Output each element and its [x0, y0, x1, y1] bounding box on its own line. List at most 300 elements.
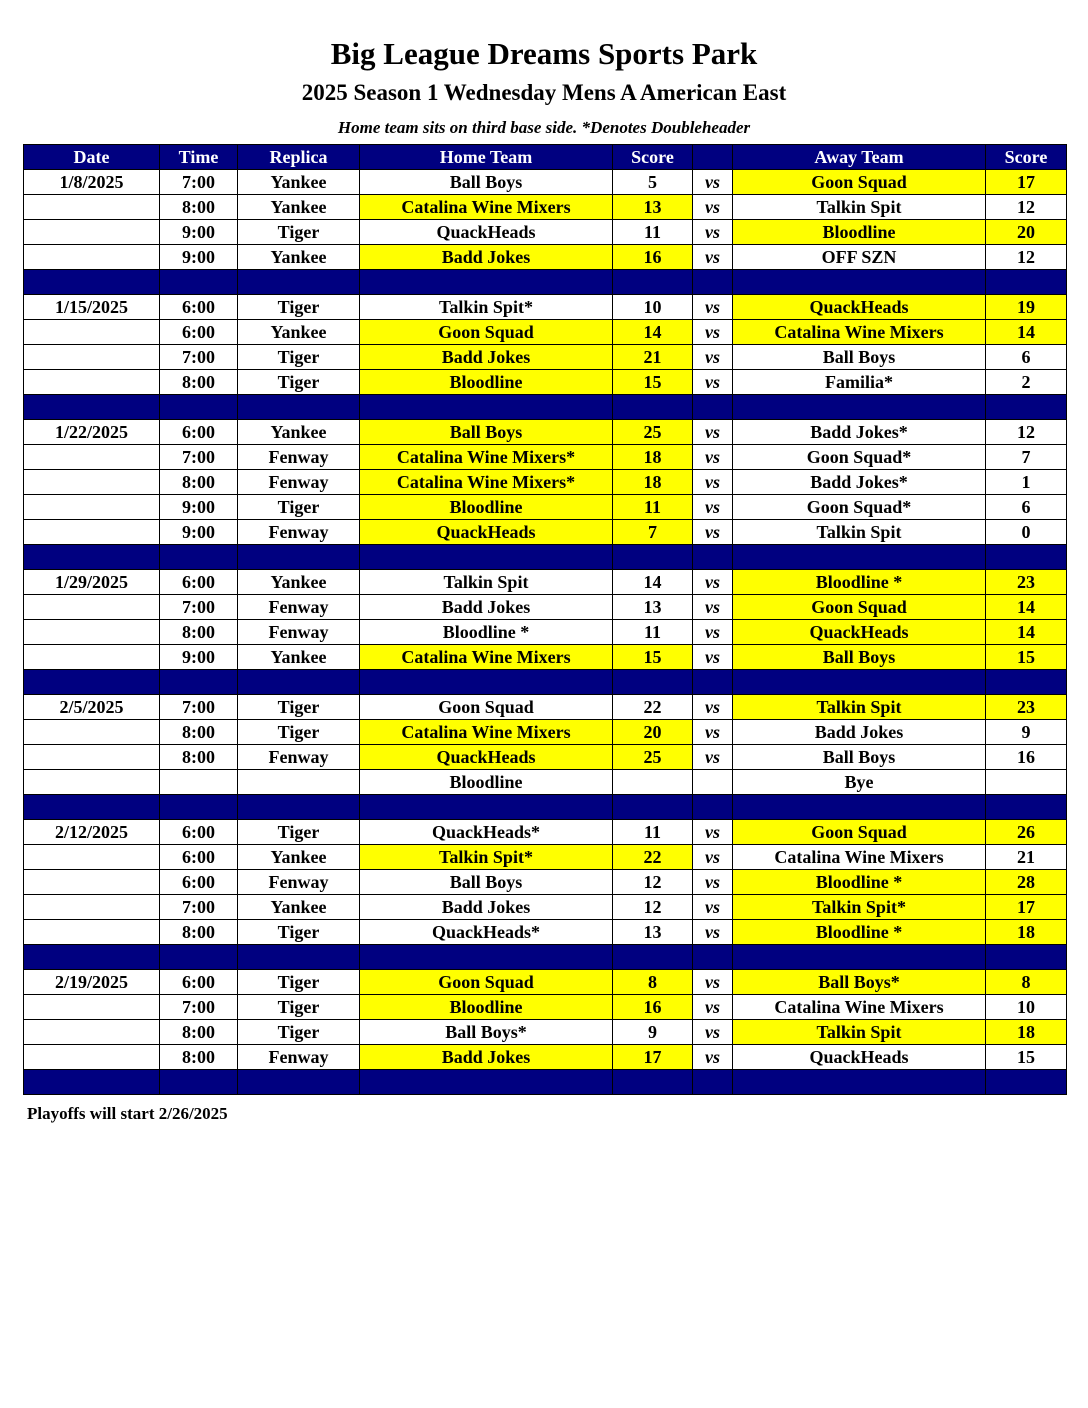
away-team-cell: Goon Squad — [733, 170, 986, 195]
game-row — [24, 345, 1067, 370]
week-separator-row — [24, 1070, 1067, 1095]
time-cell: 8:00 — [160, 1020, 238, 1045]
away-score-cell: 15 — [986, 645, 1067, 670]
home-score-cell: 16 — [613, 245, 693, 270]
home-score-cell: 9 — [613, 1020, 693, 1045]
separator-cell — [360, 670, 613, 695]
away-team-cell: Talkin Spit — [733, 195, 986, 220]
away-score-cell: 18 — [986, 920, 1067, 945]
vs-cell: vs — [693, 1020, 733, 1045]
away-score-cell: 2 — [986, 370, 1067, 395]
date-cell — [24, 870, 160, 895]
vs-cell: vs — [693, 595, 733, 620]
separator-cell — [160, 795, 238, 820]
date-cell — [24, 320, 160, 345]
replica-field-cell: Tiger — [238, 720, 360, 745]
game-row — [24, 195, 1067, 220]
home-team-cell: Talkin Spit — [360, 570, 613, 595]
replica-field-cell: Fenway — [238, 870, 360, 895]
time-cell: 8:00 — [160, 195, 238, 220]
home-team-cell: Talkin Spit* — [360, 295, 613, 320]
home-score-cell: 10 — [613, 295, 693, 320]
replica-field-cell: Tiger — [238, 970, 360, 995]
away-score-cell: 12 — [986, 245, 1067, 270]
away-score-cell: 12 — [986, 420, 1067, 445]
date-cell: 1/8/2025 — [24, 170, 160, 195]
game-row — [24, 370, 1067, 395]
date-cell — [24, 895, 160, 920]
away-score-cell: 18 — [986, 1020, 1067, 1045]
header-row — [24, 145, 1067, 170]
schedule-table — [23, 144, 1067, 1095]
separator-cell — [986, 1070, 1067, 1095]
week-separator-row — [24, 545, 1067, 570]
away-team-cell: Bloodline — [733, 220, 986, 245]
time-cell: 7:00 — [160, 895, 238, 920]
separator-cell — [238, 945, 360, 970]
home-score-cell: 18 — [613, 445, 693, 470]
page-subtitle: 2025 Season 1 Wednesday Mens A American East — [301, 80, 787, 105]
away-team-cell: Ball Boys — [733, 645, 986, 670]
date-cell — [24, 745, 160, 770]
away-team-cell: Goon Squad — [733, 820, 986, 845]
time-cell: 8:00 — [160, 470, 238, 495]
home-team-cell: Bloodline — [360, 770, 613, 795]
away-team-cell: Badd Jokes — [733, 720, 986, 745]
away-score-cell: 10 — [986, 995, 1067, 1020]
home-score-cell: 14 — [613, 320, 693, 345]
home-team-cell: Goon Squad — [360, 970, 613, 995]
replica-field-cell: Fenway — [238, 445, 360, 470]
game-row — [24, 320, 1067, 345]
time-cell: 9:00 — [160, 245, 238, 270]
home-score-cell: 13 — [613, 195, 693, 220]
home-team-cell: QuackHeads — [360, 520, 613, 545]
home-team-cell: Bloodline — [360, 995, 613, 1020]
home-team-cell: Bloodline — [360, 495, 613, 520]
home-team-cell: Bloodline * — [360, 620, 613, 645]
home-score-cell: 11 — [613, 220, 693, 245]
home-team-cell: Ball Boys — [360, 170, 613, 195]
replica-field-cell: Yankee — [238, 845, 360, 870]
game-row — [24, 920, 1067, 945]
away-score-cell: 26 — [986, 820, 1067, 845]
separator-cell — [986, 395, 1067, 420]
home-team-cell: QuackHeads* — [360, 920, 613, 945]
home-score-cell: 12 — [613, 895, 693, 920]
time-cell: 8:00 — [160, 920, 238, 945]
separator-cell — [986, 545, 1067, 570]
col-header-vs — [693, 145, 733, 170]
separator-cell — [24, 270, 160, 295]
away-score-cell: 14 — [986, 620, 1067, 645]
replica-field-cell: Yankee — [238, 420, 360, 445]
vs-cell: vs — [693, 920, 733, 945]
home-team-cell: QuackHeads — [360, 745, 613, 770]
col-header-away-team: Away Team — [733, 145, 986, 170]
separator-cell — [693, 670, 733, 695]
away-score-cell: 20 — [986, 220, 1067, 245]
home-score-cell: 8 — [613, 970, 693, 995]
home-score-cell: 11 — [613, 820, 693, 845]
away-score-cell: 6 — [986, 345, 1067, 370]
away-score-cell: 23 — [986, 570, 1067, 595]
separator-cell — [693, 945, 733, 970]
away-team-cell: Bye — [733, 770, 986, 795]
date-cell — [24, 595, 160, 620]
vs-cell: vs — [693, 1045, 733, 1070]
home-team-cell: Catalina Wine Mixers — [360, 195, 613, 220]
time-cell: 6:00 — [160, 295, 238, 320]
home-team-cell: Badd Jokes — [360, 595, 613, 620]
vs-cell: vs — [693, 695, 733, 720]
home-team-cell: Badd Jokes — [360, 345, 613, 370]
separator-cell — [238, 270, 360, 295]
separator-cell — [160, 670, 238, 695]
date-cell — [24, 845, 160, 870]
time-cell: 7:00 — [160, 170, 238, 195]
vs-cell: vs — [693, 495, 733, 520]
replica-field-cell: Yankee — [238, 645, 360, 670]
separator-cell — [160, 270, 238, 295]
away-team-cell: Catalina Wine Mixers — [733, 995, 986, 1020]
away-score-cell: 14 — [986, 595, 1067, 620]
away-team-cell: Talkin Spit — [733, 695, 986, 720]
separator-cell — [733, 795, 986, 820]
separator-cell — [160, 1070, 238, 1095]
time-cell: 8:00 — [160, 720, 238, 745]
vs-cell: vs — [693, 845, 733, 870]
separator-cell — [733, 395, 986, 420]
game-row — [24, 770, 1067, 795]
home-score-cell: 16 — [613, 995, 693, 1020]
vs-cell: vs — [693, 295, 733, 320]
separator-cell — [24, 545, 160, 570]
vs-cell: vs — [693, 645, 733, 670]
away-team-cell: Badd Jokes* — [733, 470, 986, 495]
page-title: Big League Dreams Sports Park — [330, 36, 758, 71]
game-row — [24, 1045, 1067, 1070]
separator-cell — [613, 795, 693, 820]
time-cell: 6:00 — [160, 820, 238, 845]
game-row — [24, 845, 1067, 870]
home-team-cell: Badd Jokes — [360, 1045, 613, 1070]
home-score-cell: 5 — [613, 170, 693, 195]
replica-field-cell: Tiger — [238, 295, 360, 320]
game-row — [24, 645, 1067, 670]
vs-cell — [693, 770, 733, 795]
date-cell — [24, 770, 160, 795]
replica-field-cell: Yankee — [238, 570, 360, 595]
date-cell — [24, 445, 160, 470]
separator-cell — [986, 670, 1067, 695]
col-header-home-score: Score — [613, 145, 693, 170]
home-score-cell: 11 — [613, 620, 693, 645]
replica-field-cell: Tiger — [238, 370, 360, 395]
separator-cell — [360, 545, 613, 570]
time-cell: 9:00 — [160, 495, 238, 520]
date-cell — [24, 370, 160, 395]
replica-field-cell: Fenway — [238, 1045, 360, 1070]
game-row — [24, 470, 1067, 495]
replica-field-cell: Fenway — [238, 520, 360, 545]
home-score-cell: 25 — [613, 420, 693, 445]
replica-field-cell: Fenway — [238, 745, 360, 770]
away-team-cell: Bloodline * — [733, 570, 986, 595]
vs-cell: vs — [693, 320, 733, 345]
away-score-cell: 1 — [986, 470, 1067, 495]
separator-cell — [613, 945, 693, 970]
game-row — [24, 820, 1067, 845]
home-team-cell: Badd Jokes — [360, 245, 613, 270]
away-team-cell: Catalina Wine Mixers — [733, 845, 986, 870]
home-score-cell: 25 — [613, 745, 693, 770]
vs-cell: vs — [693, 420, 733, 445]
date-cell — [24, 345, 160, 370]
vs-cell: vs — [693, 820, 733, 845]
home-score-cell: 21 — [613, 345, 693, 370]
separator-cell — [733, 670, 986, 695]
home-team-cell: Badd Jokes — [360, 895, 613, 920]
date-cell — [24, 645, 160, 670]
away-team-cell: QuackHeads — [733, 1045, 986, 1070]
home-score-cell: 18 — [613, 470, 693, 495]
away-team-cell: Talkin Spit — [733, 1020, 986, 1045]
playoffs-note: Playoffs will start 2/26/2025 — [27, 1104, 228, 1123]
time-cell: 8:00 — [160, 370, 238, 395]
away-score-cell: 15 — [986, 1045, 1067, 1070]
game-row — [24, 245, 1067, 270]
away-team-cell: Badd Jokes* — [733, 420, 986, 445]
replica-field-cell: Yankee — [238, 170, 360, 195]
away-team-cell: Ball Boys* — [733, 970, 986, 995]
vs-cell: vs — [693, 445, 733, 470]
date-cell — [24, 920, 160, 945]
away-team-cell: Familia* — [733, 370, 986, 395]
date-cell — [24, 195, 160, 220]
vs-cell: vs — [693, 520, 733, 545]
date-cell — [24, 1045, 160, 1070]
away-team-cell: Ball Boys — [733, 345, 986, 370]
week-separator-row — [24, 670, 1067, 695]
home-score-cell — [613, 770, 693, 795]
separator-cell — [613, 545, 693, 570]
col-header-away-score: Score — [986, 145, 1067, 170]
home-team-cell: Ball Boys — [360, 870, 613, 895]
replica-field-cell — [238, 770, 360, 795]
away-team-cell: Catalina Wine Mixers — [733, 320, 986, 345]
vs-cell: vs — [693, 170, 733, 195]
vs-cell: vs — [693, 470, 733, 495]
vs-cell: vs — [693, 220, 733, 245]
home-team-cell: Ball Boys — [360, 420, 613, 445]
time-cell — [160, 770, 238, 795]
time-cell: 6:00 — [160, 420, 238, 445]
separator-cell — [238, 670, 360, 695]
time-cell: 7:00 — [160, 345, 238, 370]
time-cell: 7:00 — [160, 995, 238, 1020]
away-score-cell: 21 — [986, 845, 1067, 870]
separator-cell — [24, 945, 160, 970]
away-score-cell: 28 — [986, 870, 1067, 895]
date-cell — [24, 470, 160, 495]
away-score-cell — [986, 770, 1067, 795]
game-row — [24, 970, 1067, 995]
away-score-cell: 14 — [986, 320, 1067, 345]
date-cell: 2/5/2025 — [24, 695, 160, 720]
game-row — [24, 895, 1067, 920]
away-score-cell: 0 — [986, 520, 1067, 545]
separator-cell — [693, 545, 733, 570]
replica-field-cell: Yankee — [238, 320, 360, 345]
vs-cell: vs — [693, 870, 733, 895]
date-cell — [24, 520, 160, 545]
home-score-cell: 17 — [613, 1045, 693, 1070]
home-score-cell: 11 — [613, 495, 693, 520]
away-team-cell: Bloodline * — [733, 870, 986, 895]
separator-cell — [613, 670, 693, 695]
replica-field-cell: Tiger — [238, 495, 360, 520]
away-team-cell: Talkin Spit — [733, 520, 986, 545]
game-row — [24, 995, 1067, 1020]
separator-cell — [986, 795, 1067, 820]
away-team-cell: Bloodline * — [733, 920, 986, 945]
separator-cell — [160, 395, 238, 420]
home-score-cell: 22 — [613, 695, 693, 720]
away-team-cell: Ball Boys — [733, 745, 986, 770]
vs-cell: vs — [693, 995, 733, 1020]
separator-cell — [693, 270, 733, 295]
away-score-cell: 7 — [986, 445, 1067, 470]
separator-cell — [360, 945, 613, 970]
vs-cell: vs — [693, 970, 733, 995]
away-score-cell: 8 — [986, 970, 1067, 995]
home-score-cell: 14 — [613, 570, 693, 595]
time-cell: 8:00 — [160, 620, 238, 645]
col-header-time: Time — [160, 145, 238, 170]
home-score-cell: 12 — [613, 870, 693, 895]
separator-cell — [613, 270, 693, 295]
replica-field-cell: Yankee — [238, 895, 360, 920]
separator-cell — [160, 945, 238, 970]
separator-cell — [733, 1070, 986, 1095]
away-score-cell: 16 — [986, 745, 1067, 770]
separator-cell — [613, 1070, 693, 1095]
separator-cell — [733, 545, 986, 570]
separator-cell — [360, 1070, 613, 1095]
time-cell: 6:00 — [160, 845, 238, 870]
date-cell — [24, 1020, 160, 1045]
game-row — [24, 520, 1067, 545]
game-row — [24, 620, 1067, 645]
date-cell — [24, 220, 160, 245]
time-cell: 9:00 — [160, 220, 238, 245]
away-score-cell: 12 — [986, 195, 1067, 220]
replica-field-cell: Fenway — [238, 595, 360, 620]
replica-field-cell: Tiger — [238, 995, 360, 1020]
separator-cell — [24, 1070, 160, 1095]
game-row — [24, 695, 1067, 720]
away-score-cell: 17 — [986, 170, 1067, 195]
vs-cell: vs — [693, 895, 733, 920]
time-cell: 9:00 — [160, 645, 238, 670]
time-cell: 8:00 — [160, 1045, 238, 1070]
home-team-cell: Goon Squad — [360, 695, 613, 720]
date-cell: 1/15/2025 — [24, 295, 160, 320]
away-team-cell: Goon Squad* — [733, 445, 986, 470]
home-score-cell: 7 — [613, 520, 693, 545]
away-team-cell: Goon Squad* — [733, 495, 986, 520]
game-row — [24, 295, 1067, 320]
week-separator-row — [24, 270, 1067, 295]
separator-cell — [693, 395, 733, 420]
separator-cell — [733, 945, 986, 970]
separator-cell — [24, 395, 160, 420]
week-separator-row — [24, 795, 1067, 820]
replica-field-cell: Yankee — [238, 245, 360, 270]
home-score-cell: 13 — [613, 920, 693, 945]
home-team-cell: Goon Squad — [360, 320, 613, 345]
separator-cell — [24, 795, 160, 820]
away-team-cell: OFF SZN — [733, 245, 986, 270]
separator-cell — [986, 945, 1067, 970]
home-team-cell: Ball Boys* — [360, 1020, 613, 1045]
week-separator-row — [24, 395, 1067, 420]
replica-field-cell: Yankee — [238, 195, 360, 220]
date-cell: 1/22/2025 — [24, 420, 160, 445]
date-cell — [24, 720, 160, 745]
vs-cell: vs — [693, 745, 733, 770]
game-row — [24, 745, 1067, 770]
away-team-cell: Talkin Spit* — [733, 895, 986, 920]
away-score-cell: 9 — [986, 720, 1067, 745]
away-score-cell: 23 — [986, 695, 1067, 720]
time-cell: 8:00 — [160, 745, 238, 770]
home-team-cell: Catalina Wine Mixers* — [360, 470, 613, 495]
date-cell: 1/29/2025 — [24, 570, 160, 595]
separator-cell — [360, 795, 613, 820]
game-row — [24, 595, 1067, 620]
home-team-cell: Catalina Wine Mixers* — [360, 445, 613, 470]
col-header-replica: Replica — [238, 145, 360, 170]
game-row — [24, 570, 1067, 595]
vs-cell: vs — [693, 195, 733, 220]
away-score-cell: 19 — [986, 295, 1067, 320]
home-team-cell: Talkin Spit* — [360, 845, 613, 870]
game-row — [24, 420, 1067, 445]
separator-cell — [238, 545, 360, 570]
home-team-cell: QuackHeads* — [360, 820, 613, 845]
week-separator-row — [24, 945, 1067, 970]
game-row — [24, 720, 1067, 745]
replica-field-cell: Fenway — [238, 470, 360, 495]
replica-field-cell: Tiger — [238, 220, 360, 245]
away-score-cell: 17 — [986, 895, 1067, 920]
replica-field-cell: Fenway — [238, 620, 360, 645]
away-team-cell: QuackHeads — [733, 295, 986, 320]
home-team-cell: Catalina Wine Mixers — [360, 720, 613, 745]
game-row — [24, 220, 1067, 245]
date-cell — [24, 495, 160, 520]
home-score-cell: 20 — [613, 720, 693, 745]
home-score-cell: 15 — [613, 370, 693, 395]
replica-field-cell: Tiger — [238, 920, 360, 945]
vs-cell: vs — [693, 720, 733, 745]
vs-cell: vs — [693, 245, 733, 270]
vs-cell: vs — [693, 370, 733, 395]
separator-cell — [693, 795, 733, 820]
separator-cell — [238, 395, 360, 420]
